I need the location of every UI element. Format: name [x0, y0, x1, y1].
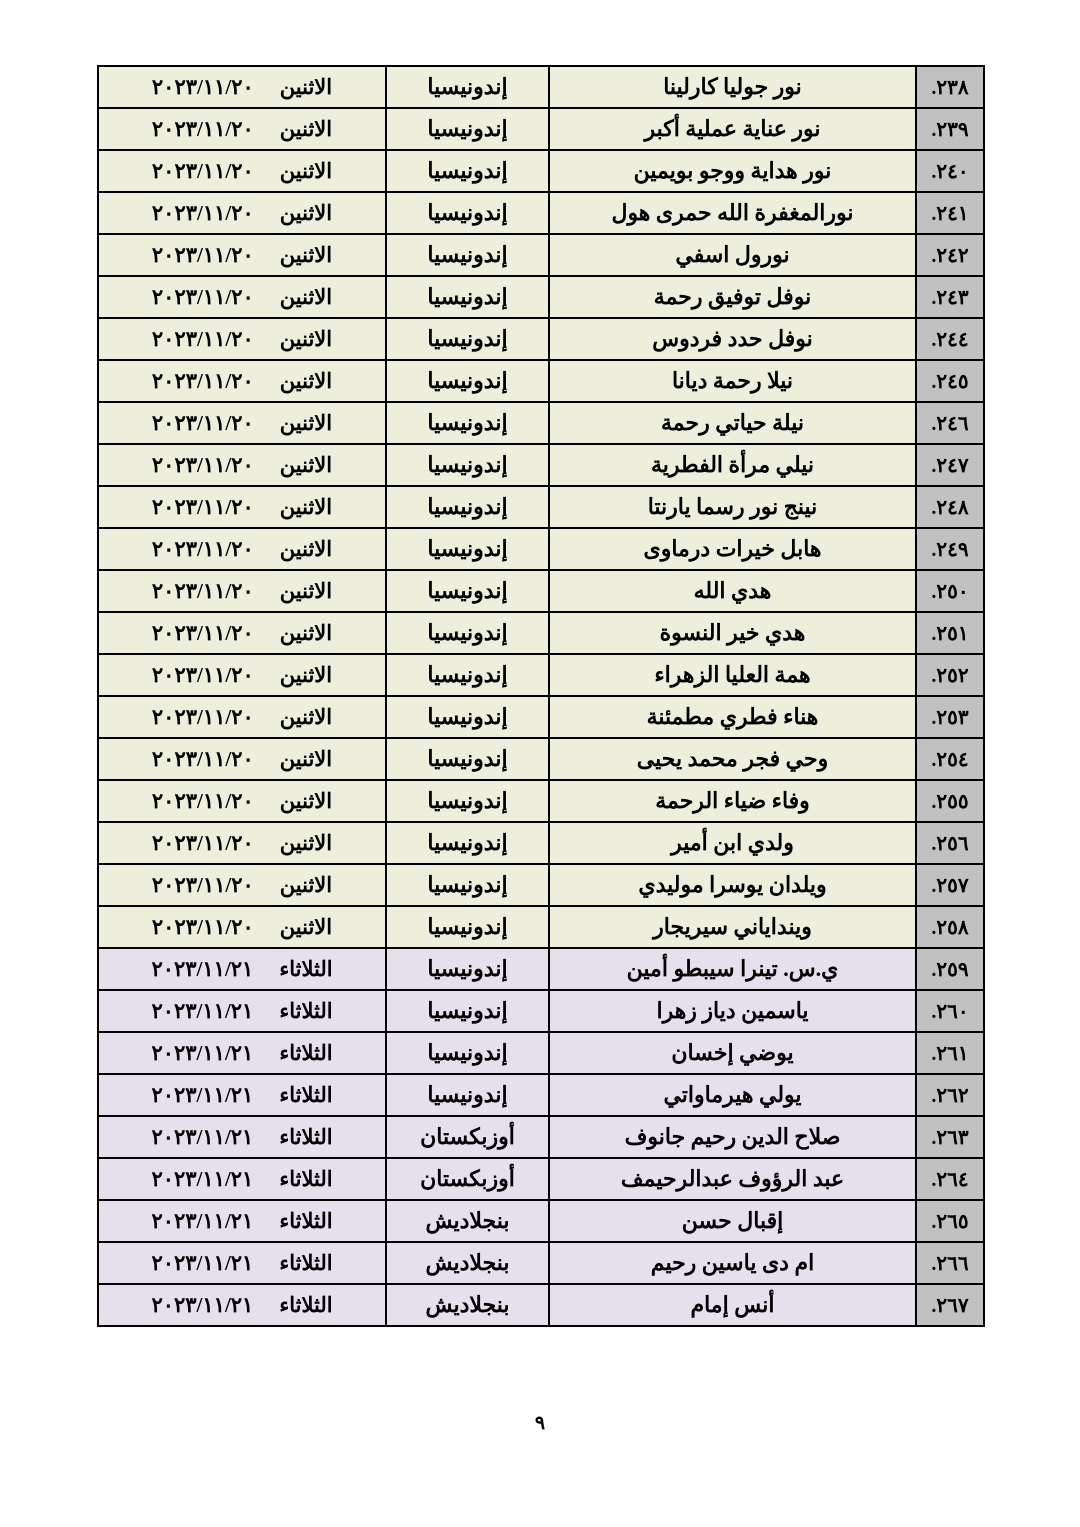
day-date-cell [98, 612, 386, 654]
day-date-wrap [103, 369, 381, 394]
name-cell: هدي الله [549, 570, 916, 612]
country-cell: إندونيسيا [386, 528, 549, 570]
table-row [98, 822, 984, 864]
country-cell: إندونيسيا [386, 402, 549, 444]
name-cell: نور هداية ووجو بويمين [549, 150, 916, 192]
day-label: الاثنين [279, 578, 333, 603]
day-date-wrap [103, 1251, 381, 1276]
country-cell: إندونيسيا [386, 192, 549, 234]
date-label: ٢٠٢٣/١١/٢١ [151, 1166, 254, 1191]
day-date-cell [98, 906, 386, 948]
day-date-wrap [103, 411, 381, 436]
day-label: الاثنين [279, 830, 333, 855]
country-cell: بنجلاديش [386, 1200, 549, 1242]
name-cell: هدي خير النسوة [549, 612, 916, 654]
row-number-cell: ٢٣٨. [916, 66, 984, 108]
country-cell: إندونيسيا [386, 360, 549, 402]
day-date-wrap [103, 873, 381, 898]
day-date-cell [98, 570, 386, 612]
row-number-cell: ٢٥٢. [916, 654, 984, 696]
day-date-wrap [103, 285, 381, 310]
country-cell: إندونيسيا [386, 780, 549, 822]
page-number: ٩ [534, 1413, 546, 1434]
day-date-cell [98, 66, 386, 108]
day-date-wrap [103, 747, 381, 772]
day-date-cell [98, 444, 386, 486]
name-cell: هناء فطري مطمئنة [549, 696, 916, 738]
row-number-cell: ٢٤٢. [916, 234, 984, 276]
day-date-wrap [103, 243, 381, 268]
row-number-cell: ٢٦٣. [916, 1116, 984, 1158]
row-number-cell: ٢٤٩. [916, 528, 984, 570]
table-row [98, 780, 984, 822]
day-label: الثلاثاء [279, 1124, 333, 1149]
date-label: ٢٠٢٣/١١/٢٠ [151, 578, 254, 603]
day-date-cell [98, 486, 386, 528]
country-cell: إندونيسيا [386, 570, 549, 612]
row-number-cell: ٢٤٨. [916, 486, 984, 528]
date-label: ٢٠٢٣/١١/٢١ [151, 1250, 254, 1275]
country-cell: أوزبكستان [386, 1158, 549, 1200]
date-label: ٢٠٢٣/١١/٢١ [151, 1208, 254, 1233]
country-cell: أوزبكستان [386, 1116, 549, 1158]
day-label: الاثنين [279, 368, 333, 393]
day-date-wrap [103, 663, 381, 688]
row-number-cell: ٢٥٩. [916, 948, 984, 990]
day-label: الاثنين [279, 200, 333, 225]
country-cell: بنجلاديش [386, 1284, 549, 1326]
table-row [98, 276, 984, 318]
day-date-cell [98, 696, 386, 738]
day-date-wrap [103, 495, 381, 520]
day-date-wrap [103, 537, 381, 562]
date-label: ٢٠٢٣/١١/٢٠ [151, 494, 254, 519]
table-row [98, 906, 984, 948]
row-number-cell: ٢٤٤. [916, 318, 984, 360]
date-label: ٢٠٢٣/١١/٢٠ [151, 536, 254, 561]
country-cell: إندونيسيا [386, 234, 549, 276]
day-date-cell [98, 948, 386, 990]
date-label: ٢٠٢٣/١١/٢٠ [151, 452, 254, 477]
day-date-cell [98, 402, 386, 444]
country-cell: إندونيسيا [386, 1074, 549, 1116]
name-cell: ياسمين دياز زهرا [549, 990, 916, 1032]
name-cell: ولدي ابن أمير [549, 822, 916, 864]
country-cell: إندونيسيا [386, 612, 549, 654]
date-label: ٢٠٢٣/١١/٢٠ [151, 788, 254, 813]
table-row [98, 1158, 984, 1200]
day-label: الاثنين [279, 746, 333, 771]
day-date-cell [98, 822, 386, 864]
country-cell: إندونيسيا [386, 318, 549, 360]
date-label: ٢٠٢٣/١١/٢٠ [151, 200, 254, 225]
name-cell: يولي هيرماواتي [549, 1074, 916, 1116]
row-number-cell: ٢٥٥. [916, 780, 984, 822]
date-label: ٢٠٢٣/١١/٢٠ [151, 74, 254, 99]
table-row [98, 444, 984, 486]
day-label: الاثنين [279, 284, 333, 309]
name-cell: همة العليا الزهراء [549, 654, 916, 696]
day-label: الثلاثاء [279, 956, 333, 981]
name-cell: صلاح الدين رحيم جانوف [549, 1116, 916, 1158]
table-row [98, 108, 984, 150]
name-cell: ي.س. تينرا سيبطو أمين [549, 948, 916, 990]
date-label: ٢٠٢٣/١١/٢٠ [151, 326, 254, 351]
row-number-cell: ٢٦٥. [916, 1200, 984, 1242]
date-label: ٢٠٢٣/١١/٢٠ [151, 704, 254, 729]
row-number-cell: ٢٤٦. [916, 402, 984, 444]
day-date-wrap [103, 1167, 381, 1192]
table-row [98, 1074, 984, 1116]
date-label: ٢٠٢٣/١١/٢٠ [151, 158, 254, 183]
country-cell: إندونيسيا [386, 948, 549, 990]
day-date-cell [98, 1284, 386, 1326]
day-date-wrap [103, 117, 381, 142]
day-label: الاثنين [279, 452, 333, 477]
country-cell: إندونيسيا [386, 150, 549, 192]
date-label: ٢٠٢٣/١١/٢٠ [151, 368, 254, 393]
table-row [98, 654, 984, 696]
table-row [98, 864, 984, 906]
table-row [98, 402, 984, 444]
day-label: الاثنين [279, 536, 333, 561]
date-label: ٢٠٢٣/١١/٢٠ [151, 830, 254, 855]
table-row [98, 738, 984, 780]
row-number-cell: ٢٦٧. [916, 1284, 984, 1326]
country-cell: إندونيسيا [386, 990, 549, 1032]
row-number-cell: ٢٦٦. [916, 1242, 984, 1284]
row-number-cell: ٢٥٨. [916, 906, 984, 948]
day-label: الاثنين [279, 704, 333, 729]
table-row [98, 150, 984, 192]
date-label: ٢٠٢٣/١١/٢١ [151, 1124, 254, 1149]
day-label: الاثنين [279, 914, 333, 939]
day-date-wrap [103, 1209, 381, 1234]
day-date-wrap [103, 1293, 381, 1318]
day-date-wrap [103, 999, 381, 1024]
day-label: الاثنين [279, 494, 333, 519]
table-row [98, 990, 984, 1032]
row-number-cell: ٢٤٧. [916, 444, 984, 486]
country-cell: إندونيسيا [386, 738, 549, 780]
table-row [98, 1242, 984, 1284]
name-cell: نورول اسفي [549, 234, 916, 276]
country-cell: إندونيسيا [386, 696, 549, 738]
table-row [98, 696, 984, 738]
day-label: الاثنين [279, 116, 333, 141]
day-label: الاثنين [279, 788, 333, 813]
day-date-cell [98, 654, 386, 696]
row-number-cell: ٢٦٤. [916, 1158, 984, 1200]
date-label: ٢٠٢٣/١١/٢١ [151, 1082, 254, 1107]
name-cell: يوضي إخسان [549, 1032, 916, 1074]
date-label: ٢٠٢٣/١١/٢٠ [151, 116, 254, 141]
row-number-cell: ٢٦١. [916, 1032, 984, 1074]
row-number-cell: ٢٣٩. [916, 108, 984, 150]
day-label: الثلاثاء [279, 1166, 333, 1191]
table-row [98, 1284, 984, 1326]
day-date-wrap [103, 1125, 381, 1150]
name-cell: نوفل حدد فردوس [549, 318, 916, 360]
table-row [98, 234, 984, 276]
table-row [98, 66, 984, 108]
day-date-wrap [103, 705, 381, 730]
day-label: الاثنين [279, 620, 333, 645]
date-label: ٢٠٢٣/١١/٢١ [151, 1292, 254, 1317]
name-cell: نيلة حياتي رحمة [549, 402, 916, 444]
table-row [98, 318, 984, 360]
table-row [98, 570, 984, 612]
day-date-wrap [103, 957, 381, 982]
country-cell: إندونيسيا [386, 444, 549, 486]
day-date-cell [98, 864, 386, 906]
name-cell: نور عناية عملية أكبر [549, 108, 916, 150]
row-number-cell: ٢٤١. [916, 192, 984, 234]
day-date-wrap [103, 75, 381, 100]
day-date-wrap [103, 579, 381, 604]
day-date-cell [98, 1032, 386, 1074]
row-number-cell: ٢٥٦. [916, 822, 984, 864]
name-cell: وينداياني سيريجار [549, 906, 916, 948]
day-date-cell [98, 1242, 386, 1284]
day-date-wrap [103, 327, 381, 352]
day-label: الاثنين [279, 662, 333, 687]
name-cell: وحي فجر محمد يحيى [549, 738, 916, 780]
day-date-cell [98, 780, 386, 822]
name-cell: نورالمغفرة الله حمرى هول [549, 192, 916, 234]
day-date-cell [98, 360, 386, 402]
day-label: الثلاثاء [279, 1082, 333, 1107]
row-number-cell: ٢٤٣. [916, 276, 984, 318]
name-cell: هابل خيرات درماوى [549, 528, 916, 570]
country-cell: إندونيسيا [386, 822, 549, 864]
day-date-wrap [103, 159, 381, 184]
name-cell: أنس إمام [549, 1284, 916, 1326]
country-cell: إندونيسيا [386, 654, 549, 696]
country-cell: إندونيسيا [386, 1032, 549, 1074]
country-cell: إندونيسيا [386, 906, 549, 948]
date-label: ٢٠٢٣/١١/٢١ [151, 998, 254, 1023]
day-date-wrap [103, 453, 381, 478]
date-label: ٢٠٢٣/١١/٢١ [151, 956, 254, 981]
table-row [98, 192, 984, 234]
day-date-wrap [103, 789, 381, 814]
day-label: الاثنين [279, 242, 333, 267]
table-row [98, 1032, 984, 1074]
day-date-cell [98, 150, 386, 192]
table-row [98, 486, 984, 528]
table-row [98, 1200, 984, 1242]
day-date-cell [98, 234, 386, 276]
day-label: الاثنين [279, 872, 333, 897]
row-number-cell: ٢٥٤. [916, 738, 984, 780]
day-date-wrap [103, 621, 381, 646]
name-cell: نينج نور رسما يارنتا [549, 486, 916, 528]
name-cell: عبد الرؤوف عبدالرحيمف [549, 1158, 916, 1200]
day-date-cell [98, 738, 386, 780]
day-label: الثلاثاء [279, 998, 333, 1023]
day-date-cell [98, 276, 386, 318]
name-cell: ويلدان يوسرا موليدي [549, 864, 916, 906]
day-date-wrap [103, 831, 381, 856]
day-date-cell [98, 1116, 386, 1158]
date-label: ٢٠٢٣/١١/٢٠ [151, 242, 254, 267]
row-number-cell: ٢٥١. [916, 612, 984, 654]
table-row [98, 1116, 984, 1158]
country-cell: إندونيسيا [386, 486, 549, 528]
row-number-cell: ٢٥٠. [916, 570, 984, 612]
day-date-wrap [103, 201, 381, 226]
day-date-cell [98, 1200, 386, 1242]
day-date-cell [98, 990, 386, 1032]
table-row [98, 528, 984, 570]
day-date-wrap [103, 1083, 381, 1108]
country-cell: بنجلاديش [386, 1242, 549, 1284]
date-label: ٢٠٢٣/١١/٢٠ [151, 872, 254, 897]
country-cell: إندونيسيا [386, 276, 549, 318]
name-cell: ام دى ياسين رحيم [549, 1242, 916, 1284]
day-label: الاثنين [279, 326, 333, 351]
row-number-cell: ٢٦٠. [916, 990, 984, 1032]
day-label: الاثنين [279, 410, 333, 435]
country-cell: إندونيسيا [386, 66, 549, 108]
day-label: الاثنين [279, 158, 333, 183]
date-label: ٢٠٢٣/١١/٢٠ [151, 746, 254, 771]
day-date-cell [98, 528, 386, 570]
day-date-cell [98, 192, 386, 234]
name-cell: إقبال حسن [549, 1200, 916, 1242]
row-number-cell: ٢٥٧. [916, 864, 984, 906]
day-label: الاثنين [279, 74, 333, 99]
name-cell: وفاء ضياء الرحمة [549, 780, 916, 822]
country-cell: إندونيسيا [386, 108, 549, 150]
day-label: الثلاثاء [279, 1250, 333, 1275]
name-cell: نور جوليا كارلينا [549, 66, 916, 108]
date-label: ٢٠٢٣/١١/٢٠ [151, 410, 254, 435]
name-cell: نوفل توفيق رحمة [549, 276, 916, 318]
row-number-cell: ٢٤٥. [916, 360, 984, 402]
day-date-cell [98, 1074, 386, 1116]
name-cell: نيلا رحمة ديانا [549, 360, 916, 402]
row-number-cell: ٢٥٣. [916, 696, 984, 738]
table-row [98, 360, 984, 402]
date-label: ٢٠٢٣/١١/٢٠ [151, 914, 254, 939]
records-table [97, 65, 985, 1327]
table-row [98, 948, 984, 990]
day-date-cell [98, 1158, 386, 1200]
date-label: ٢٠٢٣/١١/٢٠ [151, 620, 254, 645]
country-cell: إندونيسيا [386, 864, 549, 906]
day-date-wrap [103, 915, 381, 940]
date-label: ٢٠٢٣/١١/٢١ [151, 1040, 254, 1065]
day-date-wrap [103, 1041, 381, 1066]
table-row [98, 612, 984, 654]
day-date-cell [98, 108, 386, 150]
day-label: الثلاثاء [279, 1208, 333, 1233]
day-label: الثلاثاء [279, 1292, 333, 1317]
name-cell: نيلي مرأة الفطرية [549, 444, 916, 486]
day-date-cell [98, 318, 386, 360]
date-label: ٢٠٢٣/١١/٢٠ [151, 284, 254, 309]
records-table-body [98, 66, 984, 1326]
day-label: الثلاثاء [279, 1040, 333, 1065]
row-number-cell: ٢٤٠. [916, 150, 984, 192]
row-number-cell: ٢٦٢. [916, 1074, 984, 1116]
date-label: ٢٠٢٣/١١/٢٠ [151, 662, 254, 687]
